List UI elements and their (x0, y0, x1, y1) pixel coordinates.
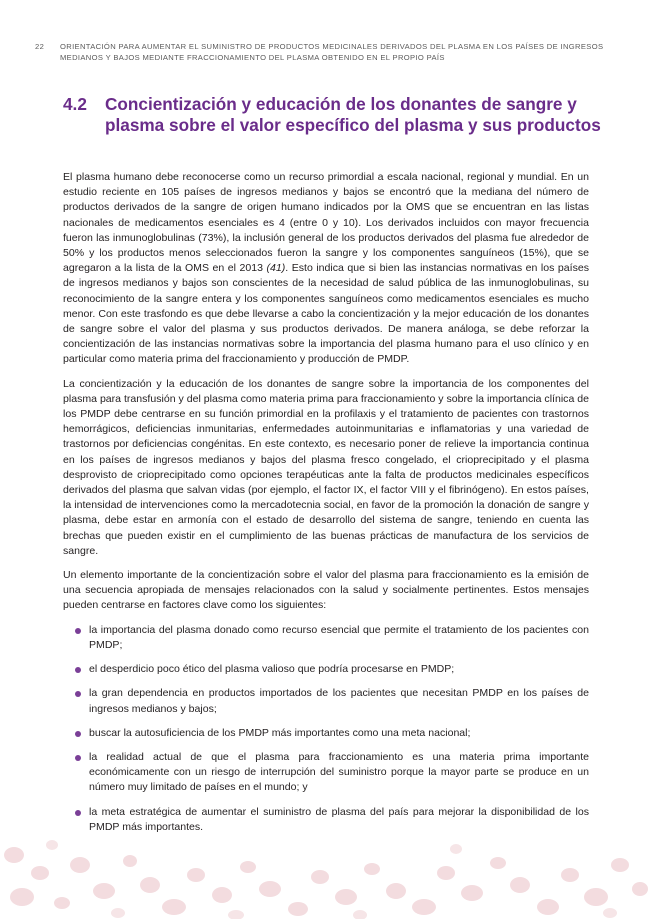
list-item (63, 750, 589, 796)
bullet-icon (75, 691, 81, 697)
running-title: ORIENTACIÓN PARA AUMENTAR EL SUMINISTRO DE PRODUCTOS MEDICINALES DERIVADOS DEL PLASMA EN LOS PAÍSES DE INGRESOS MEDIANOS Y BAJOS MEDIANTE FRACCIONAMIENTO DEL PLASMA OBTENIDO EN EL PROPIO PAÍS (60, 42, 604, 62)
paragraph-1-part-a: El plasma humano debe reconocerse como un recurso primordial a escala nacional, regional y mundial. En un estudio reciente en 105 países de ingresos medianos y bajos se encontró que la mediana del número de productos derivados de la sangre de origen humano indicados por la OMS que se encuentran en las listas nacionales de medicamentos esenciales es 4 (entre 0 y 10). Los derivados incluidos con mayor frecuencia fueron las inmunoglobulinas (73%), la inclusión general de los productos derivados del plasma fue alrededor de 50% y los productos menos seleccionados fueron la sangre y los componentes sanguíneos (15%), que se agregaron a la lista de la OMS en el 2013 (63, 171, 589, 275)
section-number: 4.2 (63, 94, 87, 114)
list-item (63, 686, 589, 716)
paragraph-2: La concientización y la educación de los donantes de sangre sobre la importancia de los componentes del plasma para transfusión y del plasma como materia prima para fraccionamiento y sobre la importancia clínica de los PMDP debe centrarse en su función primordial en la profilaxis y el tratamiento de pacientes con trastornos hemorrágicos, deficiencias inmunitarias, enfermedades autoinmunitarias e inflamatorias y una variedad de trastornos por deficiencias congénitas. En este contexto, es necesario poner de relieve la importancia continua en los países de ingresos medianos y bajos del plasma fresco congelado, el crioprecipitado y el plasma desprovisto de crioprecipitado como opciones terapéuticas ante la falta de productos medicinales específicos derivados del plasma que salvan vidas (por ejemplo, el factor IX, el factor VIII y el fibrinógeno). En estos países, la intensidad de intervenciones como la mercadotecnia social, en favor de la promoción la donación de sangre y plasma, debe estar en armonía con el estado de desarrollo del sistema de sangre, teniendo en cuenta las brechas que pueden existir en el cumplimiento de las buenas prácticas de manufactura de los servicios de sangre. (63, 377, 589, 557)
list-item-text: el desperdicio poco ético del plasma valioso que podría procesarse en PMDP; (89, 663, 455, 676)
bullet-icon (75, 731, 81, 737)
list-item-text: la importancia del plasma donado como recurso esencial que permite el tratamiento de los pacientes con PMDP; (89, 623, 589, 651)
paragraph-1 (63, 170, 589, 368)
blood-cell-decoration (0, 815, 650, 919)
paragraph-1-part-b: . Esto indica que si bien las instancias normativas en los países de ingresos medianos y bajos son conscientes de la necesidad de salud pública de las inmunoglobulinas, su reconocimiento de la sangre entera y los componentes sanguíneos como medicamentos esenciales es mucho menor. Con este trasfondo es que debe llevarse a cabo la concientización y la mejor educación de los donantes de sangre sobre el valor del plasma y sus productos derivados. De manera análoga, se debe reforzar la concientización de las instancias normativas sobre la importancia del plasma humano para el uso clínico y en particular como materia prima del fraccionamiento y producción de PMDP. (63, 262, 589, 366)
list-item-text: la meta estratégica de aumentar el suministro de plasma del país para mejorar la disponibilidad de los PMDP más importantes. (89, 805, 589, 833)
page-number: 22 (35, 42, 45, 51)
list-item (63, 623, 589, 653)
bullet-icon (75, 667, 81, 673)
bullet-list (63, 623, 589, 835)
list-item (63, 662, 589, 677)
paragraph-3: Un elemento importante de la concientización sobre el valor del plasma para fraccionamiento es la emisión de una secuencia apropiada de mensajes relacionados con la salud y socialmente pertinentes. Estos mensajes pueden centrarse en factores clave como los siguientes: (63, 569, 589, 612)
list-item-text: la realidad actual de que el plasma para fraccionamiento es una materia prima importante económicamente con un riesgo de interrupción del suministro porque la mayor parte se produce en un número muy limitado de países en el mundo; y (89, 750, 589, 794)
bullet-icon (75, 628, 81, 634)
section-title: Concientización y educación de los donantes de sangre y plasma sobre el valor específico del plasma y sus productos (105, 94, 601, 135)
reference-citation: (41) (266, 262, 286, 275)
list-item (63, 726, 589, 741)
bullet-icon (75, 755, 81, 761)
list-item-text: buscar la autosuficiencia de los PMDP más importantes como una meta nacional; (89, 726, 471, 739)
list-item-text: la gran dependencia en productos importados de los pacientes que necesitan PMDP en los países de ingresos medianos y bajos; (89, 687, 589, 715)
body-text (63, 170, 589, 844)
